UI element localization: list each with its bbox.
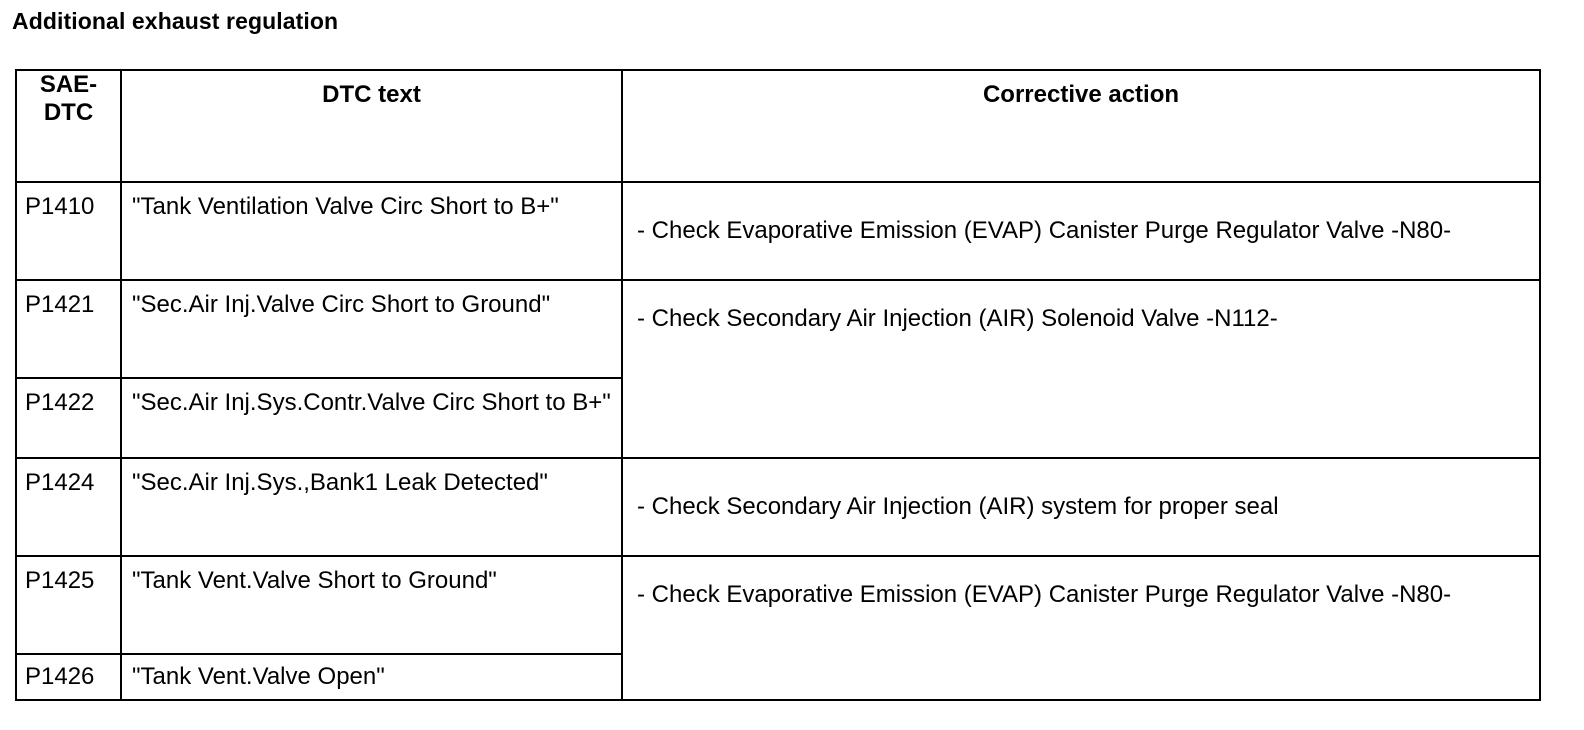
dtc-text: "Sec.Air Inj.Sys.Contr.Valve Circ Short to B+" [121,378,622,458]
corrective-action: - Check Secondary Air Injection (AIR) system for proper seal [622,458,1540,556]
table-row [16,280,1540,378]
corrective-action: - Check Secondary Air Injection (AIR) Solenoid Valve -N112- [622,280,1540,458]
header-sae-dtc [16,70,121,182]
page-title: Additional exhaust regulation [12,8,339,34]
dtc-code: P1410 [16,182,121,280]
dtc-table [15,69,1541,701]
dtc-text: "Tank Vent.Valve Open" [121,654,622,700]
dtc-code: P1425 [16,556,121,654]
dtc-code: P1424 [16,458,121,556]
dtc-text: "Sec.Air Inj.Sys.,Bank1 Leak Detected" [121,458,622,556]
dtc-text: "Tank Ventilation Valve Circ Short to B+" [121,182,622,280]
corrective-action: - Check Evaporative Emission (EVAP) Canister Purge Regulator Valve -N80- [622,182,1540,280]
dtc-code: P1422 [16,378,121,458]
dtc-text: "Tank Vent.Valve Short to Ground" [121,556,622,654]
table-row [16,182,1540,280]
header-corrective-action: Corrective action [622,70,1540,182]
header-dtc-text: DTC text [121,70,622,182]
table-row [16,556,1540,654]
table-row [16,458,1540,556]
dtc-code: P1426 [16,654,121,700]
dtc-code: P1421 [16,280,121,378]
header-sae-line1: SAE- [39,71,98,98]
corrective-action: - Check Evaporative Emission (EVAP) Canister Purge Regulator Valve -N80- [622,556,1540,700]
header-sae-line2: DTC [43,99,94,126]
table-header-row [16,70,1540,182]
dtc-text: "Sec.Air Inj.Valve Circ Short to Ground" [121,280,622,378]
